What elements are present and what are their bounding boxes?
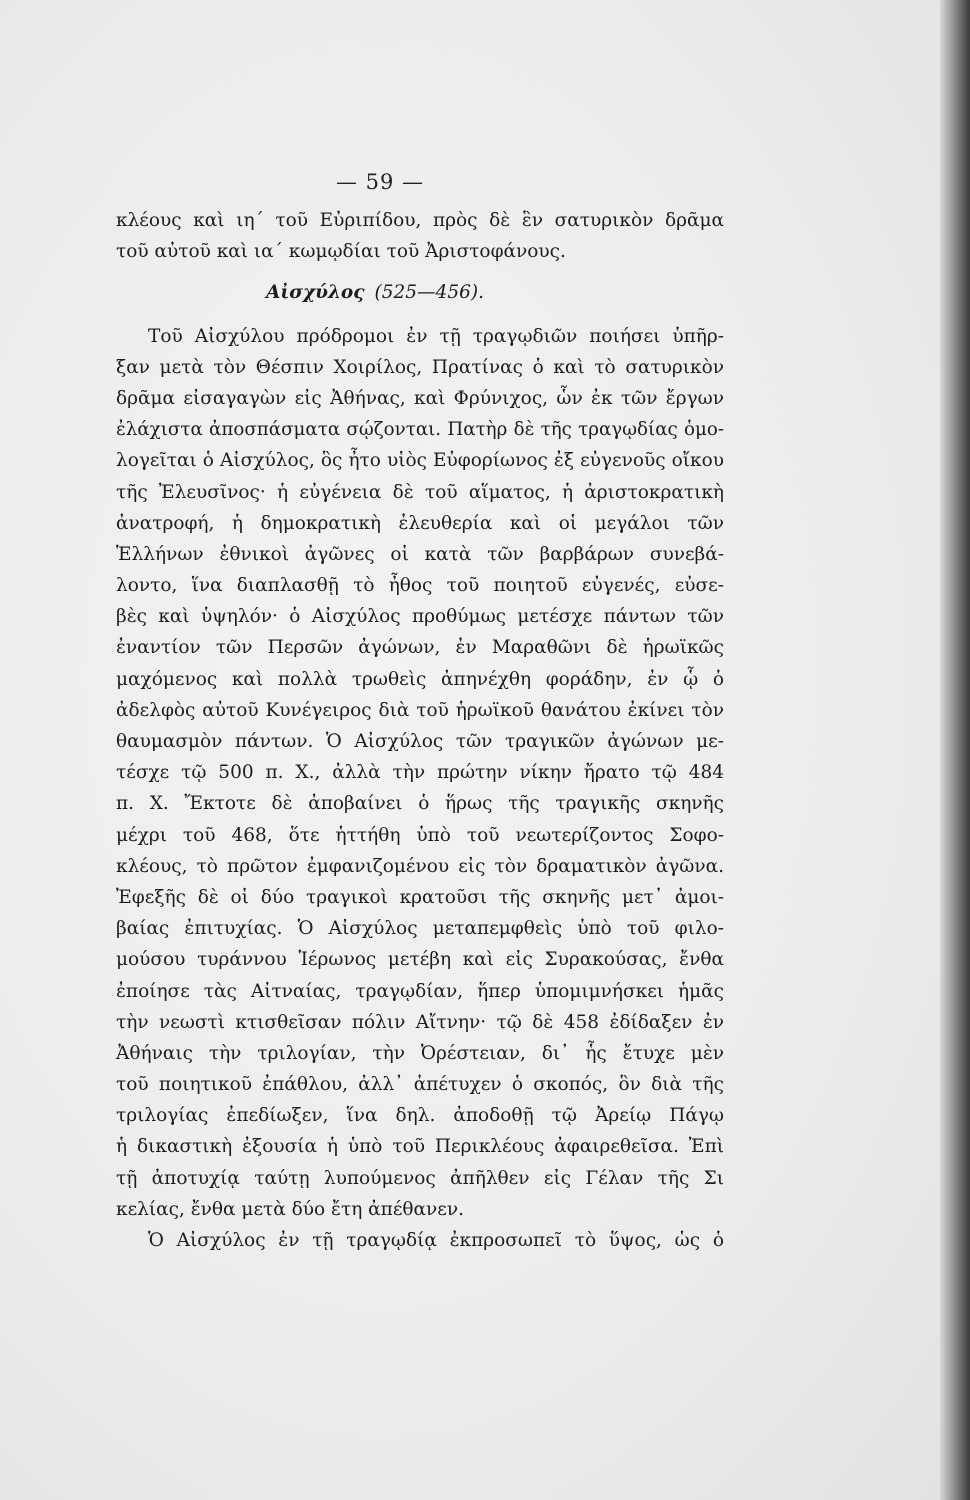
text-line: τοῦ ποιητικοῦ ἐπάθλου, ἀλλ᾽ ἀπέτυχεν ὁ σκοπός, ὃν διὰ τῆς: [116, 1074, 724, 1096]
text-line: θαυμασμὸν πάντων. Ὁ Αἰσχύλος τῶν τραγικῶν ἀγώνων με-: [116, 731, 724, 752]
text-line: π. Χ. Ἔκτοτε δὲ ἀποβαίνει ὁ ἥρως τῆς τραγικῆς σκηνῆς: [116, 793, 724, 815]
text-line: λοντο, ἵνα διαπλασθῇ τὸ ἦθος τοῦ ποιητοῦ εὐγενές, εὐσε-: [116, 575, 724, 597]
text-line: κλέους, τὸ πρῶτον ἐμφανιζομένου εἰς τὸν δραματικὸν ἀγῶνα.: [116, 855, 724, 877]
text-line: βὲς καὶ ὑψηλόν· ὁ Αἰσχύλος προθύμως μετέσχε πάντων τῶν: [116, 606, 724, 628]
text-line: τοῦ αὐτοῦ καὶ ια΄ κωμῳδίαι τοῦ Ἀριστοφάνους.: [116, 241, 566, 263]
text-line: Ἑλλήνων ἐθνικοὶ ἀγῶνες οἱ κατὰ τῶν βαρβάρων συνεβά-: [116, 543, 724, 565]
text-line: δρᾶμα εἰσαγαγὼν εἰς Ἀθήνας, καὶ Φρύνιχος, ὧν ἐκ τῶν ἔργων: [116, 387, 724, 409]
text-line: ἐναντίον τῶν Περσῶν ἀγώνων, ἐν Μαραθῶνι δὲ ἡρωϊκῶς: [116, 637, 724, 659]
heading-dates: (525—456).: [374, 282, 484, 304]
text-line: κλέους καὶ ιη΄ τοῦ Εὐριπίδου, πρὸς δὲ ἓν σατυρικὸν δρᾶμα: [116, 210, 724, 231]
page-text: [116, 205, 724, 1256]
text-line: ἡ δικαστικὴ ἐξουσία ἡ ὑπὸ τοῦ Περικλέους ἀφαιρεθεῖσα. Ἐπὶ: [116, 1136, 724, 1158]
text-line: μούσου τυράννου Ἱέρωνος μετέβη καὶ εἰς Συρακούσας, ἔνθα: [116, 949, 724, 971]
section-heading: [116, 277, 724, 308]
text-line: Τοῦ Αἰσχύλου πρόδρομοι ἐν τῇ τραγῳδιῶν ποιήσει ὑπῆρ-: [148, 325, 724, 347]
text-line: λογεῖται ὁ Αἰσχύλος, ὃς ἦτο υἱὸς Εὐφορίωνος ἐξ εὐγενοῦς οἴκου: [116, 450, 724, 472]
text-line: τριλογίας ἐπεδίωξεν, ἵνα δηλ. ἀποδοθῇ τῷ Ἀρείῳ Πάγῳ: [116, 1105, 724, 1127]
text-line: ξαν μετὰ τὸν Θέσπιν Χοιρίλος, Πρατίνας ὁ καὶ τὸ σατυρικὸν: [116, 356, 724, 378]
text-line: τὴν νεωστὶ κτισθεῖσαν πόλιν Αἴτνην· τῷ δὲ 458 ἐδίδαξεν ἐν: [116, 1011, 724, 1033]
text-line: βαίας ἐπιτυχίας. Ὁ Αἰσχύλος μεταπεμφθεὶς ὑπὸ τοῦ φιλο-: [116, 918, 724, 940]
text-line: ἀδελφὸς αὐτοῦ Κυνέγειρος διὰ τοῦ ἡρωϊκοῦ θανάτου ἐκίνει τὸν: [116, 699, 724, 721]
text-line: μαχόμενος καὶ πολλὰ τρωθεὶς ἀπηνέχθη φοράδην, ἐν ᾧ ὁ: [116, 668, 724, 690]
text-line: τῇ ἀποτυχίᾳ ταύτῃ λυπούμενος ἀπῆλθεν εἰς Γέλαν τῆς Σι: [116, 1167, 724, 1189]
text-line: ἐποίησε τὰς Αἰτναίας, τραγῳδίαν, ἥπερ ὑπομιμνήσκει ἡμᾶς: [116, 980, 724, 1002]
text-line: ἐλάχιστα ἀποσπάσματα σῴζονται. Πατὴρ δὲ τῆς τραγῳδίας ὁμο-: [116, 419, 724, 441]
text-line: τῆς Ἐλευσῖνος· ἡ εὐγένεια δὲ τοῦ αἵματος, ἡ ἀριστοκρατικὴ: [116, 481, 724, 503]
text-line: τέσχε τῷ 500 π. Χ., ἀλλὰ τὴν πρώτην νίκην ἤρατο τῷ 484: [116, 762, 724, 784]
heading-name: Αἰσχύλος: [266, 282, 365, 304]
page-number: — 59 —: [335, 170, 425, 194]
page-edge-shadow: [940, 0, 970, 1500]
text-line: ἀνατροφή, ἡ δημοκρατικὴ ἐλευθερία καὶ οἱ μεγάλοι τῶν: [116, 512, 724, 534]
text-line: Ὁ Αἰσχύλος ἐν τῇ τραγῳδίᾳ ἐκπροσωπεῖ τὸ ὕψος, ὡς ὁ: [148, 1230, 724, 1251]
text-line: Ἐφεξῆς δὲ οἱ δύο τραγικοὶ κρατοῦσι τῆς σκηνῆς μετ᾽ ἀμοι-: [116, 886, 724, 908]
text-line: μέχρι τοῦ 468, ὅτε ἡττήθη ὑπὸ τοῦ νεωτερίζοντος Σοφο-: [116, 824, 724, 846]
text-line: Ἀθήναις τὴν τριλογίαν, τὴν Ὀρέστειαν, δι᾽ ἧς ἔτυχε μὲν: [116, 1042, 724, 1064]
text-line: κελίας, ἔνθα μετὰ δύο ἔτη ἀπέθανεν.: [116, 1198, 464, 1220]
